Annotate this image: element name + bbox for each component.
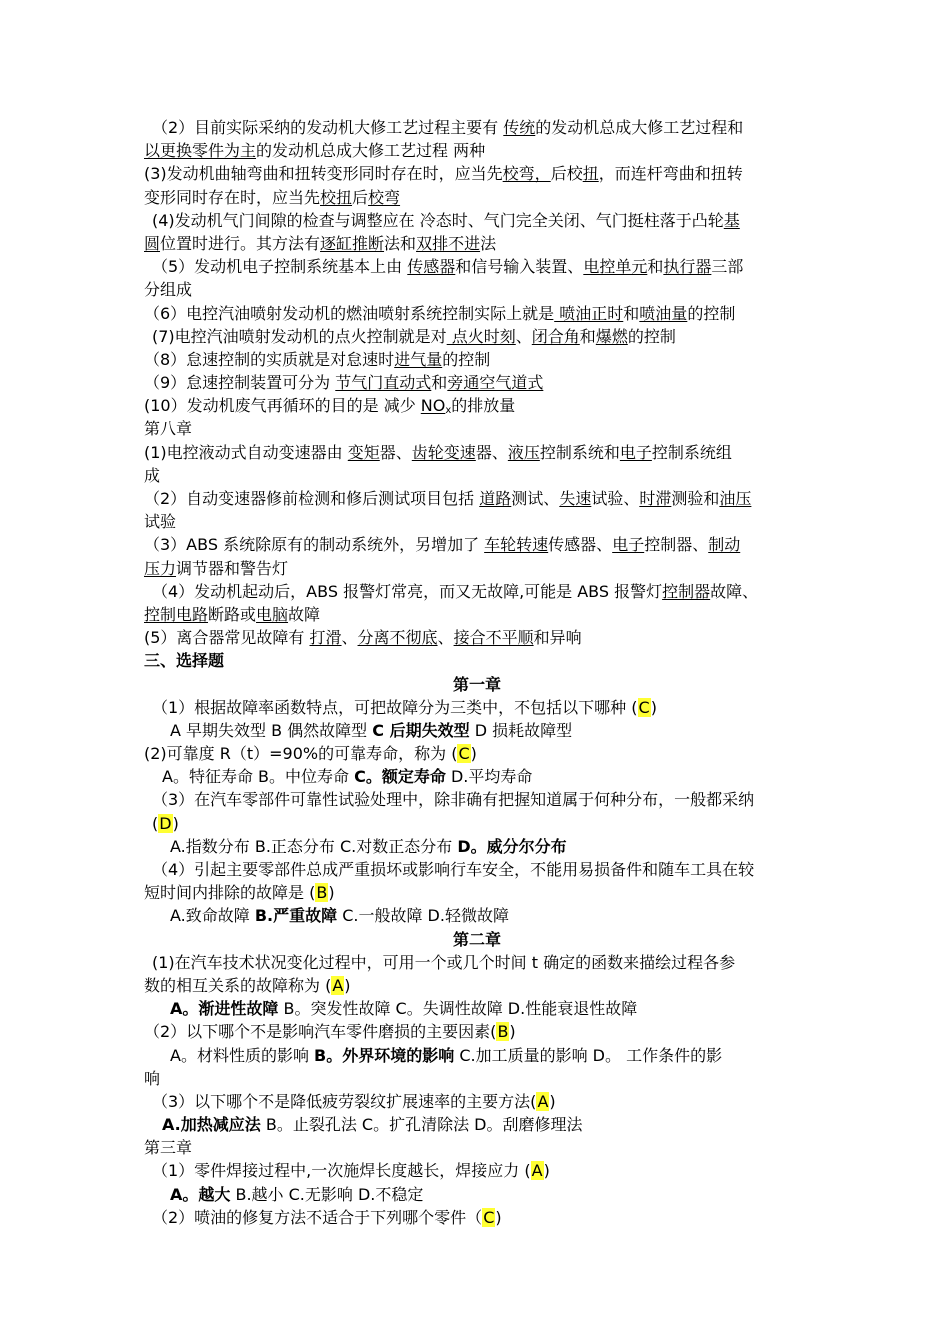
text-run: 控制系统组 xyxy=(651,442,732,462)
text-run: ) xyxy=(495,1207,502,1227)
text-run: 的发动机总成大修工艺过程 两种 xyxy=(256,141,486,161)
text-run: 的控制 xyxy=(687,303,736,323)
fill-in-answer: 旁通空气道式 xyxy=(447,373,544,393)
text-run: 法和 xyxy=(384,233,417,253)
text-line xyxy=(144,580,810,603)
answer-highlight: B xyxy=(497,1022,509,1042)
fill-in-answer: NO xyxy=(420,396,446,416)
fill-in-answer: 爆燃 xyxy=(595,326,628,346)
text-line xyxy=(144,765,810,788)
text-run: 后校 xyxy=(550,164,583,184)
text-run: 测验和 xyxy=(671,489,720,508)
text-run: (5）离合器常见故障有 xyxy=(144,628,310,648)
fill-in-answer: 液压 xyxy=(507,442,540,462)
fill-in-answer: 扭 xyxy=(582,164,599,184)
text-line xyxy=(144,974,810,997)
text-run: （4）发动机起动后，ABS 报警灯常亮，而又无故障,可能是 ABS 报警灯 xyxy=(152,581,663,601)
text-run: 和 xyxy=(623,303,640,323)
answer-highlight: B xyxy=(316,883,328,903)
answer-highlight: C xyxy=(638,697,650,717)
text-run: （8）怠速控制的实质就是对怠速时 xyxy=(144,349,395,369)
text-line xyxy=(144,835,810,858)
fill-in-answer: 齿轮变速 xyxy=(411,442,476,462)
text-line xyxy=(144,394,810,417)
text-run: 故障、 xyxy=(710,581,759,601)
text-run: 和 xyxy=(431,373,448,393)
text-run: ，而连杆弯曲和扭转 xyxy=(598,164,743,184)
fill-in-answer: 道路 xyxy=(479,489,512,508)
text-run: B。突发性故障 C。失调性故障 D.性能衰退性故障 xyxy=(278,999,638,1019)
text-run: 断路或 xyxy=(208,604,257,624)
text-line xyxy=(144,812,810,835)
text-run: 第二章 xyxy=(452,929,501,949)
text-run: D.平均寿命 xyxy=(445,767,533,787)
text-line xyxy=(144,232,810,255)
text-line xyxy=(144,1090,810,1113)
text-line xyxy=(144,417,810,440)
text-run: ) xyxy=(328,883,335,903)
text-run: ( xyxy=(152,813,159,833)
text-run: ) xyxy=(470,744,477,764)
fill-in-answer: 变矩 xyxy=(347,442,380,462)
answer-highlight: A xyxy=(537,1091,549,1111)
text-run: （2）自动变速器修前检测和修后测试项目包括 xyxy=(144,489,480,508)
text-run: 三部 xyxy=(711,257,744,277)
text-run: 传感器、 xyxy=(548,535,613,555)
answer-highlight: A xyxy=(332,975,344,995)
fill-in-answer: 电子 xyxy=(612,535,645,555)
text-line xyxy=(144,603,810,626)
text-run: 试验、 xyxy=(591,489,640,508)
fill-in-answer: 时滞 xyxy=(639,489,672,508)
text-line xyxy=(144,162,810,185)
text-line xyxy=(144,441,810,464)
text-run: 和 xyxy=(579,326,596,346)
text-line xyxy=(144,1067,810,1090)
fill-in-answer: 校弯， xyxy=(502,164,551,184)
text-line xyxy=(144,858,810,881)
fill-in-answer: 点火时刻 xyxy=(446,326,516,346)
text-line xyxy=(144,951,810,974)
text-line xyxy=(144,371,810,394)
text-run: (10）发动机废气再循环的目的是 减少 xyxy=(144,396,421,416)
text-run: A.致命故障 xyxy=(170,906,255,926)
correct-option: A。越大 xyxy=(170,1184,231,1204)
text-run: ) xyxy=(650,697,657,717)
text-run: B。止裂孔法 C。扩孔清除法 D。刮磨修理法 xyxy=(260,1115,583,1135)
text-line xyxy=(144,1136,810,1159)
fill-in-answer: 压力 xyxy=(144,558,177,578)
text-run: ) xyxy=(344,975,351,995)
text-run: ) xyxy=(172,813,179,833)
text-line xyxy=(144,464,810,487)
text-run: 、 xyxy=(437,628,454,648)
text-line xyxy=(144,696,810,719)
text-run: 的发动机总成大修工艺过程和 xyxy=(535,118,744,137)
fill-in-answer: 基 xyxy=(723,210,740,230)
text-run: 的控制 xyxy=(442,349,491,369)
text-run: 的控制 xyxy=(627,326,676,346)
text-line xyxy=(144,487,810,510)
text-run: 控制器、 xyxy=(644,535,709,555)
text-run: （6）电控汽油喷射发动机的燃油喷射系统控制实际上就是 xyxy=(144,303,555,323)
fill-in-answer: 控制器 xyxy=(662,581,711,601)
fill-in-answer: 接合不平顺 xyxy=(453,628,534,648)
text-run: （3）在汽车零部件可靠性试验处理中，除非确有把握知道属于何种分布，一般都采纳 xyxy=(152,790,755,810)
text-line xyxy=(144,325,810,348)
text-run: 法 xyxy=(480,233,497,253)
text-run: 调节器和警告灯 xyxy=(176,558,289,578)
text-run: 故障 xyxy=(288,604,321,624)
fill-in-answer: 控制电路 xyxy=(144,604,209,624)
chapter-heading xyxy=(144,673,810,696)
text-run: (1)电控液动式自动变速器由 xyxy=(144,442,348,462)
text-run: 和异响 xyxy=(533,628,582,648)
text-line xyxy=(144,255,810,278)
text-run: 短时间内排除的故障是 ( xyxy=(144,883,316,903)
text-run: （3）以下哪个不是降低疲劳裂纹扩展速率的主要方法( xyxy=(152,1091,537,1111)
text-line xyxy=(144,788,810,811)
text-line xyxy=(144,626,810,649)
text-run: 第三章 xyxy=(144,1138,193,1158)
chapter-heading xyxy=(144,928,810,951)
fill-in-answer: 校扭 xyxy=(320,187,353,207)
fill-in-answer: 双排不进 xyxy=(416,233,481,253)
text-line xyxy=(144,719,810,742)
text-run: 测试、 xyxy=(511,489,560,508)
text-run: D 损耗故障型 xyxy=(469,720,573,740)
fill-in-answer: 校弯 xyxy=(368,187,401,207)
fill-in-answer: 车轮转速 xyxy=(484,535,549,555)
text-run: （2）喷油的修复方法不适合于下列哪个零件（ xyxy=(152,1207,483,1227)
text-run: 、 xyxy=(341,628,358,648)
text-run: （1）零件焊接过程中,一次施焊长度越长，焊接应力 ( xyxy=(152,1161,531,1181)
text-line xyxy=(144,116,810,139)
text-run: （2）以下哪个不是影响汽车零件磨损的主要因素( xyxy=(144,1022,497,1042)
fill-in-answer: 电子 xyxy=(619,442,652,462)
text-line xyxy=(144,186,810,209)
fill-in-answer: 电脑 xyxy=(256,604,289,624)
fill-in-answer: 传感器 xyxy=(407,257,456,277)
fill-in-answer: 逐缸推断 xyxy=(320,233,385,253)
text-line xyxy=(144,139,810,162)
text-run: A。材料性质的影响 xyxy=(170,1045,315,1065)
text-run: （5）发动机电子控制系统基本上由 xyxy=(152,257,408,277)
text-line xyxy=(144,1020,810,1043)
correct-option: B。外界环境的影响 xyxy=(314,1045,455,1065)
text-line xyxy=(144,510,810,533)
text-line xyxy=(144,742,810,765)
document-page xyxy=(144,116,810,1229)
answer-highlight: D xyxy=(159,813,172,833)
text-run: 数的相互关系的故障称为 ( xyxy=(144,975,332,995)
text-run: 第一章 xyxy=(452,674,501,694)
text-line xyxy=(144,904,810,927)
text-run: 分组成 xyxy=(144,280,193,300)
fill-in-answer: 分离不彻底 xyxy=(357,628,438,648)
text-line xyxy=(144,348,810,371)
text-run: A。特征寿命 B。中位寿命 xyxy=(162,767,355,787)
text-run: A.指数分布 B.正态分布 C.对数正态分布 xyxy=(170,836,458,856)
fill-in-answer: 电控单元 xyxy=(583,257,648,277)
fill-in-answer: 油压 xyxy=(719,489,752,508)
correct-option: C 后期失效型 xyxy=(372,720,470,740)
text-run: 器、 xyxy=(475,442,508,462)
fill-in-answer: 节气门直动式 xyxy=(335,373,432,393)
text-run: （1）根据故障率函数特点，可把故障分为三类中，不包括以下哪种 ( xyxy=(152,697,638,717)
fill-in-answer: 失速 xyxy=(559,489,592,508)
text-run: 器、 xyxy=(379,442,412,462)
text-line xyxy=(144,1183,810,1206)
correct-option: C。额定寿命 xyxy=(354,767,446,787)
answer-highlight: C xyxy=(483,1207,495,1227)
text-line xyxy=(144,557,810,580)
text-run: 成 xyxy=(144,465,161,485)
fill-in-answer: 闭合角 xyxy=(531,326,580,346)
text-line xyxy=(144,302,810,325)
text-run: 变形同时存在时，应当先 xyxy=(144,187,321,207)
text-run: 控制系统和 xyxy=(539,442,620,462)
text-run: C.加工质量的影响 D。 工作条件的影 xyxy=(454,1045,723,1065)
text-run: （9）怠速控制装置可分为 xyxy=(144,373,336,393)
text-run: 第八章 xyxy=(144,419,193,439)
text-run: ) xyxy=(509,1022,516,1042)
text-run: 响 xyxy=(144,1068,161,1088)
text-line xyxy=(144,533,810,556)
text-run: 后 xyxy=(352,187,369,207)
correct-option: B.严重故障 xyxy=(254,906,338,926)
text-run: (1)在汽车技术状况变化过程中，可用一个或几个时间 t 确定的函数来描绘过程各参 xyxy=(152,952,736,972)
fill-in-answer: 执行器 xyxy=(663,257,712,277)
text-run: (2)可靠度 R（t）=90%的可靠寿命，称为 ( xyxy=(144,744,458,764)
text-line xyxy=(144,997,810,1020)
text-run: 位置时进行。其方法有 xyxy=(160,233,321,253)
text-run: A 早期失效型 B 偶然故障型 xyxy=(170,720,373,740)
text-line xyxy=(144,278,810,301)
answer-highlight: C xyxy=(458,744,470,764)
text-run: C.一般故障 D.轻微故障 xyxy=(337,906,509,926)
fill-in-answer: 进气量 xyxy=(394,349,443,369)
fill-in-answer: 喷油正时 xyxy=(554,303,624,323)
text-run: (7)电控汽油喷射发动机的点火控制就是对 xyxy=(152,326,447,346)
text-run: x xyxy=(445,405,452,417)
text-run: 和 xyxy=(647,257,664,277)
text-run: ) xyxy=(549,1091,556,1111)
text-line xyxy=(144,881,810,904)
section-heading xyxy=(144,649,810,672)
text-run: 和信号输入装置、 xyxy=(455,257,584,277)
fill-in-answer: 喷油量 xyxy=(639,303,688,323)
text-run: 、 xyxy=(515,326,532,346)
fill-in-answer: 以更换零件为主 xyxy=(144,141,257,161)
correct-option: A。渐进性故障 xyxy=(170,999,279,1019)
fill-in-answer: 传统 xyxy=(503,118,536,137)
text-line xyxy=(144,1113,810,1136)
text-run: （2）目前实际采纳的发动机大修工艺过程主要有 xyxy=(152,118,504,137)
text-line xyxy=(144,1206,810,1229)
fill-in-answer: 圆 xyxy=(144,233,161,253)
fill-in-answer: 制动 xyxy=(708,535,741,555)
text-run: （4）引起主要零部件总成严重损坏或影响行车安全，不能用易损备件和随车工具在较 xyxy=(152,860,755,879)
answer-highlight: A xyxy=(531,1161,543,1181)
text-run: ) xyxy=(543,1161,550,1181)
text-line xyxy=(144,1159,810,1182)
correct-option: D。威分尔分布 xyxy=(457,836,567,856)
text-run: (3)发动机曲轴弯曲和扭转变形同时存在时，应当先 xyxy=(144,164,503,184)
text-run: (4)发动机气门间隙的检查与调整应在 冷态时、气门完全关闭、气门挺柱落于凸轮 xyxy=(152,210,724,230)
text-run: 试验 xyxy=(144,512,177,532)
text-run: 的排放量 xyxy=(451,396,516,416)
correct-option: A.加热减应法 xyxy=(162,1115,261,1135)
fill-in-answer: 打滑 xyxy=(309,628,342,648)
text-run: B.越小 C.无影响 D.不稳定 xyxy=(230,1184,424,1204)
text-run: 三、选择题 xyxy=(144,651,225,671)
text-run: （3）ABS 系统除原有的制动系统外，另增加了 xyxy=(144,535,485,555)
text-line xyxy=(144,1044,810,1067)
text-line xyxy=(144,209,810,232)
